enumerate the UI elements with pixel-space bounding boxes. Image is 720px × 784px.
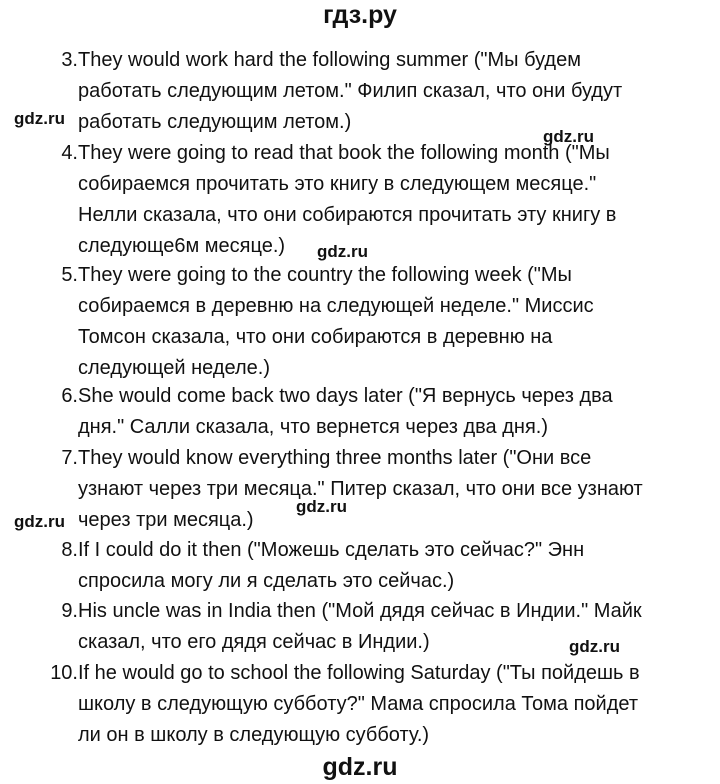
item-line: сказал, что его дядя сейчас в Индии.) [78, 631, 430, 653]
answer-item-6 [34, 381, 720, 443]
item-number: 3. [61, 49, 78, 71]
item-line: If he would go to school the following Saturday ("Ты пойдешь в [78, 662, 640, 684]
item-line: собираемся в деревню на следующей неделе." Миссис [78, 295, 594, 317]
watermark: gdz.ru [14, 512, 65, 531]
answer-item-5 [34, 260, 720, 384]
item-line: ли он в школу в следующую субботу.) [78, 724, 430, 746]
item-line: If I could do it then ("Можешь сделать это сейчас?" Энн [78, 539, 585, 561]
answer-item-4 [34, 138, 720, 262]
item-number: 10. [50, 662, 78, 684]
item-line: They would work hard the following summer ("Мы будем [78, 49, 581, 71]
item-line: Нелли сказала, что они собираются прочитать эту книгу в [78, 204, 617, 226]
watermark: gdz.ru [569, 637, 620, 656]
item-line: She would come back two days later ("Я вернусь через два [78, 385, 613, 407]
item-line: следующе6м месяце.) [78, 235, 286, 257]
watermark: gdz.ru [14, 109, 65, 128]
item-line: узнают через три месяца." Питер сказал, что они все узнают [78, 478, 643, 500]
item-line: They were going to read that book the following month ("Мы [78, 142, 610, 164]
item-line: They were going to the country the following week ("Мы [78, 264, 572, 286]
answer-item-7 [34, 443, 720, 536]
item-line: His uncle was in India then ("Мой дядя сейчас в Индии." Майк [78, 600, 642, 622]
answer-item-8 [34, 535, 720, 597]
item-number: 9. [61, 600, 78, 622]
site-footer: gdz.ru [322, 753, 398, 781]
item-number: 4. [61, 142, 78, 164]
item-line: через три месяца.) [78, 509, 254, 531]
watermark: gdz.ru [317, 242, 368, 261]
item-line: собираемся прочитать это книгу в следующем месяце." [78, 173, 597, 195]
item-line: Томсон сказала, что они собираются в деревню на [78, 326, 553, 348]
item-line: следующей неделе.) [78, 357, 270, 379]
site-title: гдз.ру [323, 1, 397, 29]
item-line: работать следующим летом." Филип сказал, что они будут [78, 80, 623, 102]
item-number: 7. [61, 447, 78, 469]
watermark: gdz.ru [296, 497, 347, 516]
item-line: школу в следующую субботу?" Мама спросила Тома пойдет [78, 693, 639, 715]
item-number: 6. [61, 385, 78, 407]
answer-item-10 [34, 658, 720, 751]
item-line: спросила могу ли я сделать это сейчас.) [78, 570, 455, 592]
item-line: работать следующим летом.) [78, 111, 352, 133]
watermark: gdz.ru [543, 127, 594, 146]
answer-item-3 [34, 45, 720, 138]
item-number: 8. [61, 539, 78, 561]
item-line: дня." Салли сказала, что вернется через два дня.) [78, 416, 548, 438]
item-line: They would know everything three months later ("Они все [78, 447, 592, 469]
item-number: 5. [61, 264, 78, 286]
